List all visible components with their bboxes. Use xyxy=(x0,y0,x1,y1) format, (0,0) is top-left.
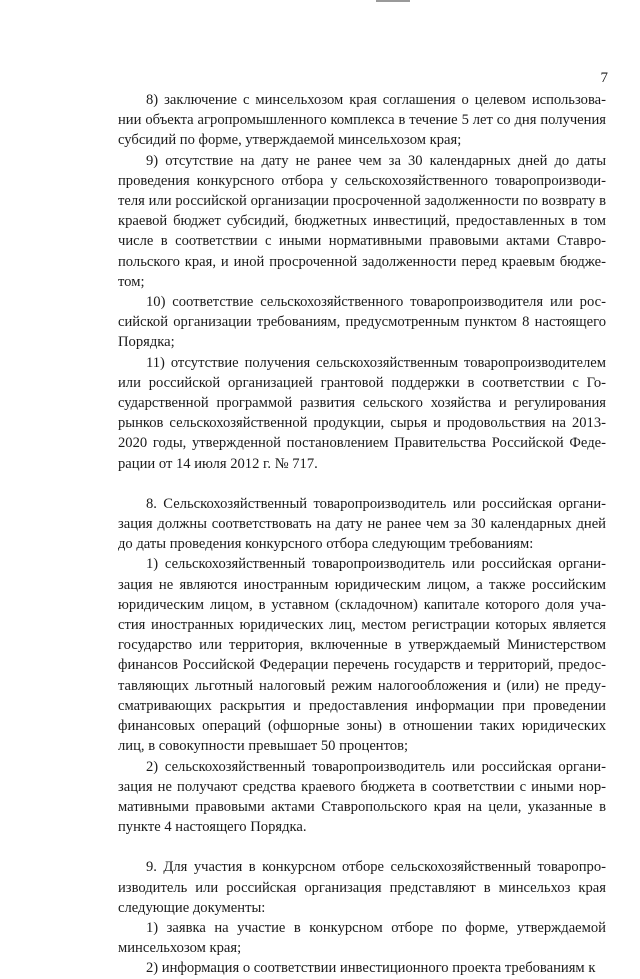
paragraph-section-8: 8. Сельскохозяйственный товаропроизводитель или российская организация должны соответствовать на дату не ранее чем за 30 календарных дней до даты проведения конкурсного отбора следующим требованиям: xyxy=(118,495,606,553)
paragraph-item-8: 8) заключение с минсельхозом края соглашения о целевом использовании объекта агропромышленного комплекса в течение 5 лет со дня получения субсидий по форме, утверждаемой минсельхозом края; xyxy=(118,92,606,149)
paragraph-item-10: 10) соответствие сельскохозяйственного товаропроизводителя или российской организации требованиям, предусмотренным пунктом 8 настоящего Порядка; xyxy=(118,294,606,351)
paragraph-section-8-item-1: 1) сельскохозяйственный товаропроизводитель или российская организация не являются иностранным юридическим лицом, а также российским юридическим лицом, в уставном (складочном) капитале которого доля участия иностранных юридических лиц, местом регистрации которых является государство или территория, включенные в утверждаемый Министерством финансов Российской Федерации перечень государств и территорий, предоставляющих льготный налоговый режим налогообложения и (или) не предусматривающих раскрытия и предоставления информации при проведении финансовых операций (офшорные зоны) в отношении таких юридических лиц, в совокупности превышает 50 процентов; xyxy=(118,556,606,755)
page-number: 7 xyxy=(600,70,608,86)
paragraph-section-9: 9. Для участия в конкурсном отборе сельскохозяйственный товаропроизводитель или российская организация представляют в минсельхоз края следующие документы: xyxy=(118,859,606,916)
paragraph-section-9-item-1: 1) заявка на участие в конкурсном отборе по форме, утверждаемой минсельхозом края; xyxy=(118,919,606,957)
scan-top-mark xyxy=(376,0,410,2)
paragraph-section-8-item-2: 2) сельскохозяйственный товаропроизводитель или российская организация не получают средства краевого бюджета в соответствии с иными нормативными правовыми актами Ставропольского края на цели, указанные в пункте 4 настоящего Порядка. xyxy=(118,758,606,836)
paragraph-item-9: 9) отсутствие на дату не ранее чем за 30 календарных дней до даты проведения конкурсного отбора у сельскохозяйственного товаропроизводителя или российской организации просроченной задолженности по возврату в краевой бюджет субсидий, бюджетных инвестиций, предоставленных в том числе в соответствии с иными нормативными правовыми актами Ставропольского края, и иной просроченной задолженности перед краевым бюджетом; xyxy=(118,152,606,290)
paragraph-item-11: 11) отсутствие получения сельскохозяйственным товаропроизводителем или российской организацией грантовой поддержки в соответствии с Государственной программой развития сельского хозяйства и регулирования рынков сельскохозяйственной продукции, сырья и продовольствия на 2013-2020 годы, утвержденной постановлением Правительства Российской Федерации от 14 июля 2012 г. № 717. xyxy=(118,354,606,472)
paragraph-section-9-item-2: 2) информация о соответствии инвестиционного проекта требованиям к xyxy=(146,960,596,977)
document-body xyxy=(118,90,606,979)
